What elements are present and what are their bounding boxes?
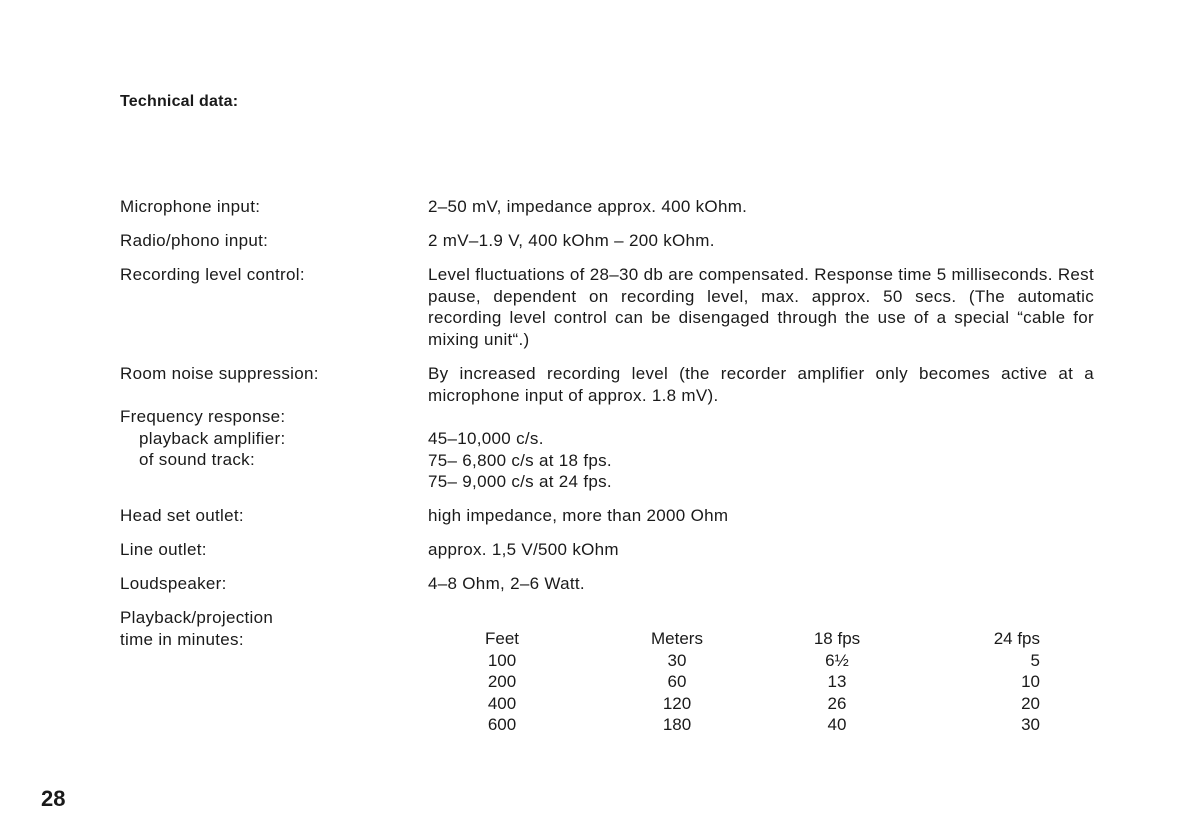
playback-projection-label-line2: time in minutes: — [120, 629, 244, 649]
sound-track-24fps-value: 75– 9,000 c/s at 24 fps. — [428, 472, 612, 491]
microphone-input-label: Microphone input: — [120, 197, 261, 216]
table-header-row — [440, 628, 1050, 650]
table-cell: 180 — [662, 715, 692, 734]
table-row — [440, 693, 1050, 715]
table-cell: 200 — [487, 672, 517, 691]
radio-phono-input-label: Radio/phono input: — [120, 231, 269, 250]
head-set-outlet-value: high impedance, more than 2000 Ohm — [428, 506, 729, 525]
frequency-response-values — [428, 428, 1094, 493]
head-set-outlet-label: Head set outlet: — [120, 506, 244, 525]
page-title: Technical data: — [120, 93, 239, 110]
table-cell: 10 — [1021, 672, 1040, 691]
table-row — [440, 671, 1050, 693]
table-cell: 6½ — [825, 650, 849, 670]
room-noise-value: By increased recording level (the recorder amplifier only becomes active at a microphone input of approx. 1.8 mV). — [428, 364, 1094, 405]
frequency-response-label: Frequency response: — [120, 407, 286, 426]
table-cell: 30 — [667, 650, 687, 670]
table-cell: 20 — [1021, 693, 1040, 713]
sound-track-18fps-value: 75– 6,800 c/s at 18 fps. — [428, 450, 612, 470]
line-outlet-label: Line outlet: — [120, 540, 207, 559]
line-outlet-value: approx. 1,5 V/500 kOhm — [428, 540, 619, 559]
table-cell: 13 — [827, 672, 847, 691]
loudspeaker-value: 4–8 Ohm, 2–6 Watt. — [428, 574, 585, 593]
table-cell: 600 — [487, 715, 517, 734]
page-number: 28 — [41, 786, 66, 811]
table-row — [440, 714, 1050, 736]
table-header-feet: Feet — [484, 629, 520, 648]
table-row — [440, 650, 1050, 672]
table-header-meters: Meters — [651, 629, 703, 648]
table-cell: 400 — [487, 693, 517, 713]
radio-phono-input-value: 2 mV–1.9 V, 400 kOhm – 200 kOhm. — [428, 231, 715, 250]
table-cell: 26 — [827, 693, 847, 713]
playback-amplifier-label: playback amplifier: — [139, 428, 286, 448]
projection-time-table — [440, 628, 1050, 736]
playback-projection-label — [120, 607, 410, 650]
frequency-response-label-group — [120, 406, 410, 471]
loudspeaker-label: Loudspeaker: — [120, 574, 227, 593]
table-cell: 40 — [827, 715, 847, 734]
table-header-18fps: 18 fps — [813, 629, 861, 648]
table-cell: 100 — [487, 650, 517, 670]
room-noise-label: Room noise suppression: — [120, 364, 319, 383]
sound-track-label: of sound track: — [139, 450, 256, 469]
table-cell: 5 — [1030, 650, 1040, 670]
table-cell: 30 — [1021, 715, 1040, 734]
table-cell: 60 — [667, 672, 687, 691]
recording-level-label: Recording level control: — [120, 265, 305, 284]
table-header-24fps: 24 fps — [993, 629, 1040, 648]
microphone-input-value: 2–50 mV, impedance approx. 400 kOhm. — [428, 197, 748, 216]
table-cell: 120 — [662, 693, 692, 713]
recording-level-value: Level fluctuations of 28–30 db are compensated. Response time 5 milliseconds. Rest pause, dependent on recording level, max. approx. 50 secs. (The automatic recording level control can be disengaged through the use of a special “cable for mixing unit“.) — [428, 265, 1094, 349]
playback-projection-label-line1: Playback/projection — [120, 608, 274, 627]
playback-amplifier-value: 45–10,000 c/s. — [428, 429, 544, 448]
